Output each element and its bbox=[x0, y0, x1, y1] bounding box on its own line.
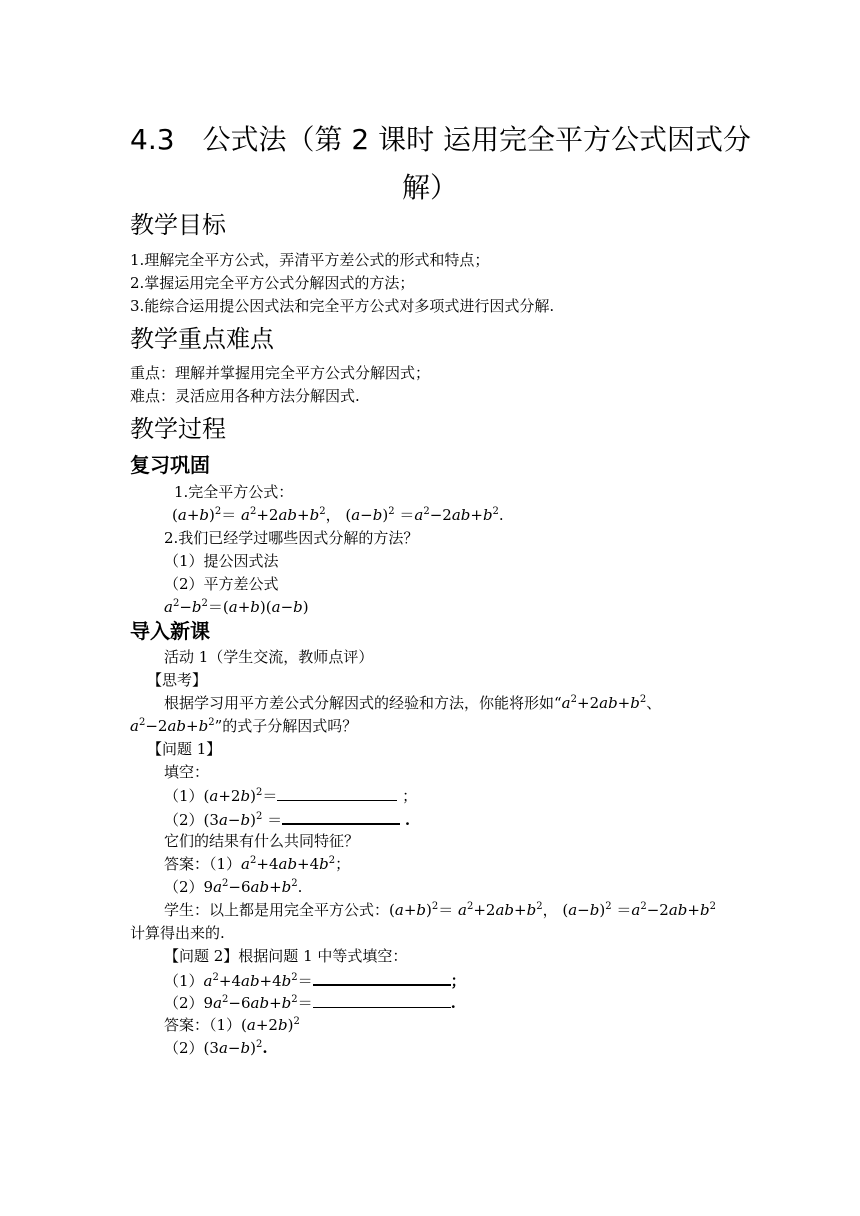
formula-line: $a^2-b^2=(a+b)(a-b)$ bbox=[164, 598, 309, 616]
think-text: 根据学习用平方差公式分解因式的经验和方法，你能将形如“ bbox=[164, 694, 562, 712]
review-heading: 复习巩固 bbox=[130, 453, 210, 477]
lesson-title bbox=[130, 116, 752, 212]
objective-item: 2.掌握运用完全平方公式分解因式的方法； bbox=[130, 274, 415, 292]
answer-line: 答案：$(1)a^2+4ab+4b^2$； bbox=[164, 855, 351, 873]
key-point-item: 重点：理解并掌握用完全平方公式分解因式； bbox=[130, 364, 431, 382]
answer-line: $(2)9a^2-6ab+b^2$. bbox=[164, 878, 303, 896]
answer-line: 答案：$(1)(a+2b)^2$ bbox=[164, 1016, 300, 1034]
answer-label: 答案：（1） bbox=[164, 1016, 242, 1034]
intro-line: 根据学习用平方差公式分解因式的经验和方法，你能将形如“$a^2+2ab+b^2$、 bbox=[164, 694, 662, 712]
part-label: （2） bbox=[164, 878, 204, 896]
think-text: ”的式子分解因式吗？ bbox=[214, 717, 358, 735]
part-label: （1） bbox=[164, 787, 204, 805]
part-label: （2） bbox=[164, 994, 204, 1012]
objective-item: 3.能综合运用提公因式法和完全平方公式对多项式进行因式分解. bbox=[130, 297, 555, 315]
process-heading: 教学过程 bbox=[130, 415, 226, 443]
intro-line: 【思考】 bbox=[147, 671, 208, 689]
lesson-title-line-2: 解） bbox=[401, 171, 458, 204]
answer-label: 答案：（1） bbox=[164, 855, 242, 873]
exercise-line: $(2)9a^2-6ab+b^2=$ . bbox=[164, 991, 456, 1015]
exercise-line: $(1)a^2+4ab+4b^2=$ ； bbox=[164, 968, 466, 993]
part-label: （2） bbox=[164, 1039, 204, 1057]
review-line: 1.完全平方公式： bbox=[174, 483, 294, 501]
answer-blank bbox=[282, 807, 400, 825]
intro-line: 【问题 1】 bbox=[147, 740, 222, 758]
answer-blank bbox=[277, 784, 397, 801]
intro-line: 【问题 2】根据问题 1 中等式填空： bbox=[164, 947, 408, 965]
student-line: 计算得出来的. bbox=[130, 924, 225, 942]
lesson-title-line-1: 4.3 公式法（第 2 课时 运用完全平方公式因式分 bbox=[130, 123, 752, 156]
review-line: （1）提公因式法 bbox=[164, 552, 279, 570]
exercise-line: $(1)(a+2b)^2=$ ； bbox=[164, 784, 417, 808]
intro-line: 活动 1（学生交流，教师点评） bbox=[164, 648, 374, 666]
answer-line: $(2)(3a-b)^2$. bbox=[164, 1039, 268, 1057]
intro-line: 它们的结果有什么共同特征？ bbox=[164, 832, 360, 850]
student-text: 学生：以上都是用完全平方公式： bbox=[164, 901, 390, 919]
answer-blank bbox=[313, 991, 451, 1008]
exercise-line: $(2)(3a-b)^2$ ＝ . bbox=[164, 807, 410, 832]
think-text: 、 bbox=[646, 694, 662, 712]
key-point-item: 难点：灵活应用各种方法分解因式. bbox=[130, 387, 360, 405]
review-line: 2.我们已经学过哪些因式分解的方法？ bbox=[164, 529, 419, 547]
intro-line: 填空： bbox=[164, 763, 210, 781]
formula-line: $(a+b)^2= a^2+2ab+b^2$， $(a-b)^2 =a^2-2ab+b^2$. bbox=[172, 506, 504, 524]
student-line: 学生：以上都是用完全平方公式：$(a+b)^2= a^2+2ab+b^2$， $(a-b)^2 =a^2-2ab+b^2$ bbox=[164, 901, 716, 919]
review-line: （2）平方差公式 bbox=[164, 575, 279, 593]
part-label: （2） bbox=[164, 811, 204, 829]
key-points-heading: 教学重点难点 bbox=[130, 325, 274, 353]
intro-line: $a^2-2ab+b^2$”的式子分解因式吗？ bbox=[130, 717, 358, 735]
objective-item: 1.理解完全平方公式，弄清平方差公式的形式和特点； bbox=[130, 251, 490, 269]
intro-heading: 导入新课 bbox=[130, 619, 210, 643]
answer-blank bbox=[313, 968, 451, 986]
part-label: （1） bbox=[164, 972, 204, 990]
objectives-heading: 教学目标 bbox=[130, 211, 226, 239]
